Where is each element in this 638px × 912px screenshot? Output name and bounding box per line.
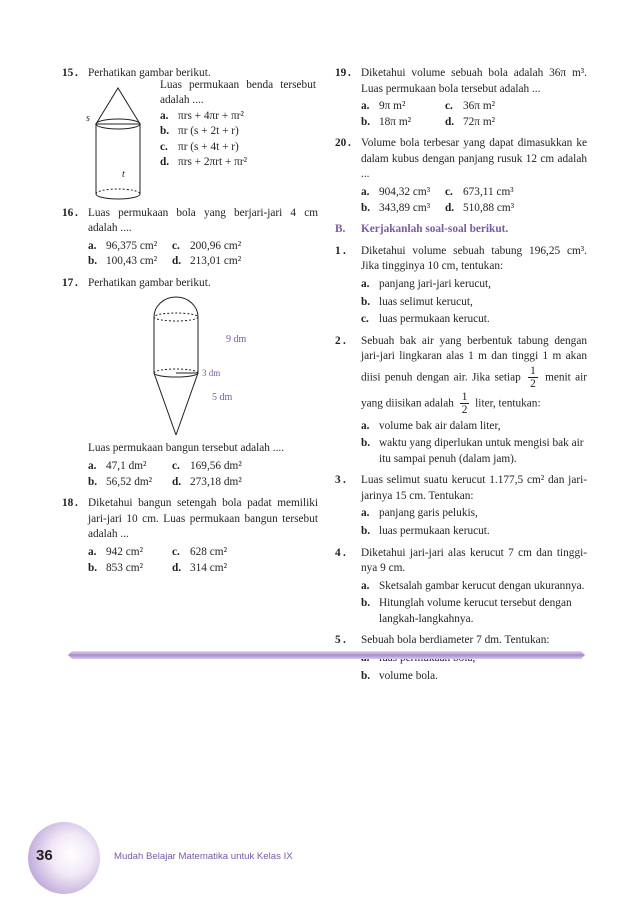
option-letter: b. [361,201,371,214]
sub-letter: b. [361,524,371,537]
sub-question-b [361,436,587,467]
question-prompt: Luas permukaan benda tersebut adalah .... [160,78,316,107]
option-text: 56,52 dm² [106,475,153,488]
sub-question-a [361,506,587,522]
fraction-half-2 [460,391,470,417]
option-text: 200,96 cm² [190,239,242,252]
option-d [172,475,318,491]
question-number: 3 [335,474,341,487]
sub-text: waktu yang diperlukan untuk mengisi bak air itu sampai penuh (dalam jam). [379,437,584,465]
sub-questions [361,579,587,628]
sub-letter: b. [361,669,371,682]
option-letter: b. [88,561,98,574]
left-column [62,66,318,582]
option-a [88,545,172,561]
option-letter: a. [88,460,97,473]
question-text [361,334,587,417]
option-letter: c. [445,186,453,199]
sub-text: panjang jari-jari kerucut, [379,277,491,290]
question-number: 1 [335,244,341,257]
option-b [361,115,445,131]
right-column [335,66,587,690]
essay-2: 2 . Sebuah bak air yang berbentuk tabung dengan jari-jari lingkaran alas 1 m dan tinggi 1 m akan diisi penuh dengan air. Jika setiap $\frac{1}{2}$ menit air yang diisikan adalah $\frac{1}{2}$ liter, tentukan: a. volume bak air dalam liter, b. waktu yang diperlukan untuk mengisi bak air itu sampai penuh (dalam jam). [335,334,587,468]
question-text: Sebuah bola berdiameter 7 dm. Tentukan: [361,634,550,647]
option-a [361,185,445,201]
option-c [160,140,316,156]
options-list [88,459,318,490]
question-text: Volume bola terbesar yang dapat dimasukkan ke dalam kubus dengan panjang rusuk 12 cm adalah ... [361,137,587,181]
option-letter: a. [160,109,169,122]
option-b [88,561,172,577]
question-number: 15 [62,67,74,79]
option-text: πrs + 2πrt + πr² [178,156,248,169]
question-text: Perhatikan gambar berikut. [88,67,211,79]
sub-question-a [361,419,587,435]
option-letter: b. [88,475,98,488]
question-number: 20 [335,137,347,150]
sub-text: luas permukaan kerucut. [379,524,490,537]
sub-text: panjang garis pelukis, [379,507,478,520]
option-b [88,475,172,491]
option-text: 314 cm² [190,561,227,574]
option-text: 904,32 cm³ [379,186,431,199]
question-text-part-c: liter, tentukan: [475,397,541,410]
option-letter: b. [160,125,170,138]
essay-1: 1 . Diketahui volume sebuah tabung 196,25 cm³. Jika tingginya 10 cm, tentukan: a. panjang jari-jari kerucut, b. luas selimut kerucut, c. luas permukaan kerucut. [335,244,587,328]
option-letter: a. [88,545,97,558]
decorative-divider-bar [68,650,585,660]
sub-text: luas selimut kerucut, [379,295,473,308]
slant-5-label: 5 dm [212,392,233,404]
option-a [160,109,316,125]
option-text: 36π m² [463,100,495,113]
option-text: 169,56 dm² [190,460,242,473]
option-text: 72π m² [463,115,495,128]
sub-text: Sketsalah gambar kerucut dengan ukurannya. [379,579,585,592]
question-text: Perhatikan gambar berikut. [88,276,211,289]
option-b [160,124,316,140]
option-text: πr (s + 4t + r) [178,140,239,153]
question-number: 18 [62,497,74,510]
option-a [361,99,445,115]
options-list [88,545,318,576]
option-text: 100,43 cm² [106,255,158,268]
section-letter: B. [335,223,346,236]
option-letter: c. [172,239,180,252]
option-letter: d. [172,475,182,488]
option-a [88,239,172,255]
sub-letter: b. [361,437,371,450]
option-letter: a. [361,100,370,113]
hemisphere-cylinder-cone-figure [88,291,318,441]
question-number: 5 [335,634,341,647]
question-number: 17 [62,276,74,289]
sub-question-b [361,295,587,311]
option-letter: a. [88,239,97,252]
question-text-part-b: menit air yang diisikan adalah [361,371,587,410]
options-list [88,239,318,270]
option-d [172,561,318,577]
option-c [172,545,318,561]
question-text: Luas selimut suatu kerucut 1.177,5 cm² dan jari-jarinya 15 cm. Tentukan: [361,474,587,502]
question-20: 20 . Volume bola terbesar yang dapat dimasukkan ke dalam kubus dengan panjang rusuk 12 cm adalah ... a. 904,32 cm³ c. 673,11 cm³ b. 343,89 cm³ d. 510,88 cm³ [335,136,587,216]
question-number: 2 [335,334,341,347]
option-text: 9π m² [379,100,406,113]
essay-4: 4 . Diketahui jari-jari alas kerucut 7 cm dan tinggi-nya 9 cm. a. Sketsalah gambar kerucut dengan ukurannya. b. Hitunglah volume kerucut tersebut dengan langkah-langkahnya. [335,546,587,628]
essay-3: 3 . Luas selimut suatu kerucut 1.177,5 cm² dan jari-jarinya 15 cm. Tentukan: a. panjang garis pelukis, b. luas permukaan kerucut. [335,473,587,539]
option-c [172,459,318,475]
radius-3-label: 3 dm [202,368,221,379]
question-15: 15 . Perhatikan gambar berikut. s t Luas permukaan benda tersebut adalah .... a. πrs + 4πr + πr² b. πr (s + 2t + r) c. πr (s + 4t + r) d. πrs + 2πrt + πr² [62,66,318,200]
option-letter: c. [160,140,168,153]
option-text: 942 cm² [106,545,143,558]
options-list [361,99,587,130]
sub-question-b [361,524,587,540]
section-b-heading [335,222,587,238]
fraction-half [528,365,538,391]
question-prompt: Luas permukaan bangun tersebut adalah .... [88,442,285,455]
sub-letter: b. [361,597,371,610]
sub-question-a [361,277,587,293]
height-9-label: 9 dm [226,334,247,346]
question-number: 4 [335,546,341,559]
question-text: Luas permukaan bola yang berjari-jari 4 cm adalah .... [88,206,318,235]
option-text: 343,89 cm³ [379,201,431,214]
sub-question-a [361,579,587,595]
sub-text: volume bak air dalam liter, [379,419,501,432]
sub-letter: a. [361,507,370,520]
option-d [445,115,587,131]
question-16: 16 . Luas permukaan bola yang berjari-jari 4 cm adalah .... a. 96,375 cm² c. 200,96 cm² b. 100,43 cm² d. 213,01 cm² [62,206,318,270]
option-c [445,99,587,115]
option-letter: d. [160,156,170,169]
question-text: Diketahui volume sebuah tabung 196,25 cm³. Jika tingginya 10 cm, tentukan: [361,244,587,273]
question-number: 19 [335,67,347,79]
option-letter: b. [88,255,98,268]
sub-letter: b. [361,295,371,308]
sub-questions [361,277,587,328]
option-letter: d. [445,201,455,214]
question-18: 18 . Diketahui bangun setengah bola padat memiliki jari-jari 10 cm. Luas permukaan bangun tersebut adalah ... a. 942 cm² c. 628 cm² b. 853 cm² d. 314 cm² [62,496,318,576]
option-text: 47,1 dm² [106,460,147,473]
options-list [361,185,587,216]
fraction-denominator: 2 [461,404,468,417]
composite-solid-drawing [146,295,236,445]
options-list [160,109,316,171]
book-title-footer: Mudah Belajar Matematika untuk Kelas IX [114,851,293,862]
option-letter: c. [172,460,180,473]
height-label: t [122,168,125,180]
sub-letter: a. [361,277,370,290]
option-b [88,254,172,270]
question-text: Diketahui bangun setengah bola padat memiliki jari-jari 10 cm. Luas permukaan bangun tersebut adalah ... [88,497,318,541]
option-text: 673,11 cm³ [463,186,514,199]
question-number: 16 [62,206,74,219]
page-number: 36 [36,847,53,864]
q15-answer-block [160,78,316,171]
question-19: 19 . Diketahui volume sebuah bola adalah 36π m³. Luas permukaan bola tersebut adalah ... a. 9π m² c. 36π m² b. 18π m² d. 72π m² [335,66,587,130]
option-text: 510,88 cm³ [463,201,515,214]
fraction-denominator: 2 [530,378,536,391]
slant-label: s [86,112,90,124]
option-letter: c. [172,545,180,558]
option-d [445,201,587,217]
option-text: 273,18 dm² [190,475,242,488]
option-letter: d. [172,255,182,268]
option-c [445,185,587,201]
option-text: 628 cm² [190,545,227,558]
option-letter: d. [445,115,455,128]
sub-question-b [361,596,587,627]
question-17: 17 . Perhatikan gambar berikut. 9 dm 3 dm 5 dm Luas permukaan bangun tersebut adalah .... a. 47,1 dm² c. 169,56 dm² b. 56,52 dm² d. 273,18 dm² [62,276,318,490]
option-text: 213,01 cm² [190,255,242,268]
fraction-numerator: 1 [461,390,468,403]
sub-text: volume bola. [379,669,438,682]
option-text: πrs + 4πr + πr² [178,109,244,122]
sub-text: Hitunglah volume kerucut tersebut dengan langkah-langkahnya. [379,597,572,625]
question-text: Diketahui volume sebuah bola adalah 36π m³. Luas permukaan bola tersebut adalah ... [361,67,587,95]
option-a [88,459,172,475]
option-letter: b. [361,115,371,128]
option-b [361,201,445,217]
option-text: 18π m² [379,115,411,128]
sub-letter: a. [361,419,370,432]
sub-question-b [361,669,587,685]
section-title: Kerjakanlah soal-soal berikut. [361,223,509,236]
cone-cylinder-figure [86,78,318,200]
sub-question-c [361,312,587,328]
sub-letter: c. [361,313,369,326]
cone-on-cylinder-drawing [88,86,158,204]
option-letter: d. [172,561,182,574]
option-c [172,239,318,255]
option-text: πr (s + 2t + r) [178,125,239,138]
option-text: 853 cm² [106,561,143,574]
fraction-numerator: 1 [530,364,536,377]
essay-5: 5 . Sebuah bola berdiameter 7 dm. Tentukan: b. volume bola. [335,633,587,684]
option-letter: c. [445,100,453,113]
option-d [160,155,316,171]
sub-letter: a. [361,579,370,592]
sub-text: luas permukaan kerucut. [379,313,490,326]
option-text: 96,375 cm² [106,239,158,252]
question-text-part-a: Sebuah bak air yang berbentuk tabung dengan jari-jari lingkaran alas 1 m dan tinggi 1 m akan diisi penuh dengan air. Jika setiap [361,334,587,384]
sub-questions [361,419,587,468]
option-letter: a. [361,186,370,199]
sub-questions [361,506,587,539]
question-text: Diketahui jari-jari alas kerucut 7 cm dan tinggi-nya 9 cm. [361,546,587,575]
option-d [172,254,318,270]
